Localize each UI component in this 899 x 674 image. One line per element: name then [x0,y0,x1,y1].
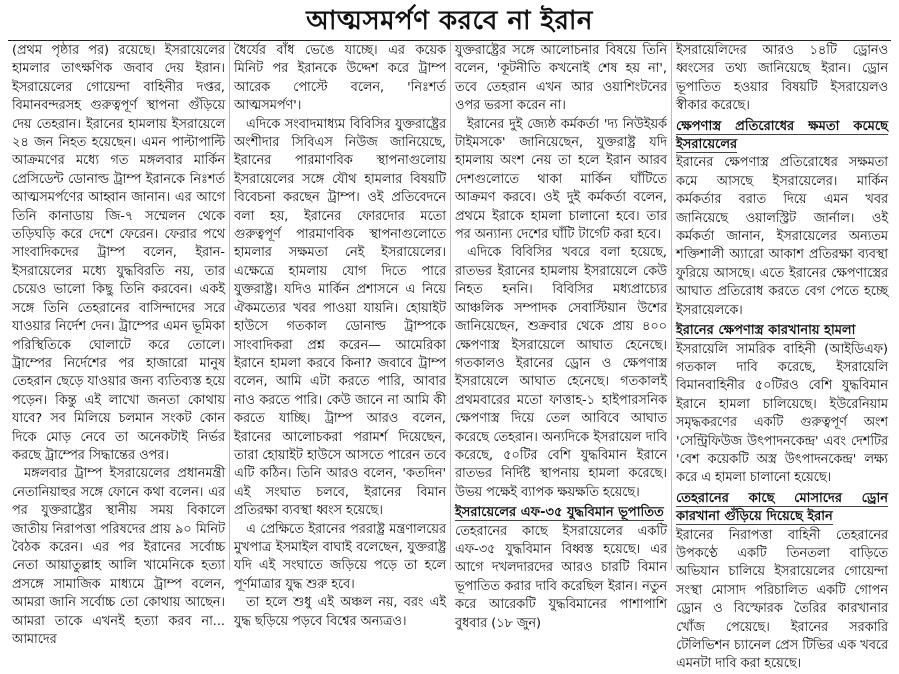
paragraph: এদিকে বিবিসির খবরে বলা হয়েছে, রাতভর ইরানের হামলায় ইসরায়েলে কেউ নিহত হননি। বিবিসির মধ্যপ্রাচ্যের আঞ্চলিক সম্পাদক সেবাস্টিয়ান উশের জানিয়েছেন, শুক্রবার থেকে প্রায় ৪০০ ক্ষেপণাস্ত্র ইসরায়েলে আঘাত হেনেছে। গতকালও ইরানের ড্রোন ও ক্ষেপণাস্ত্র ইসরায়েলে আঘাত হেনেছে। গতকালই প্রথমবারের মতো ফাত্তাহ-১ হাইপারসনিক ক্ষেপণাস্ত্র দিয়ে তেল আবিবে আঘাত করেছে তেহরান। অন্যদিকে ইসরায়েল দাবি করেছে, ৫০টির বেশি যুদ্ধবিমান ইরানে রাতভর নির্দিষ্ট স্থাপনায় হামলা করেছে। উভয় পক্ষেই ব্যাপক ক্ষয়ক্ষতি হয়েছে। [455,245,667,500]
paragraph: ইসরায়েলিদের আরও ১৪টি ড্রোনও ধ্বংসের তথ্য জানিয়েছে ইরান। ড্রোন ভূপাতিত হওয়ার বিষয়টি ইসরায়েলও স্বীকার করেছে। [676,43,888,114]
paragraph: (প্রথম পৃষ্ঠার পর) রয়েছে। ইসরায়েলের হামলার তাৎক্ষণিক জবাব দেয় ইরান। ইসরায়েলের গোয়েন্দা বাহিনীর দপ্তর, বিমানবন্দরসহ গুরুত্বপূর্ণ স্থাপনা গুঁড়িয়ে দেয় তেহরান। ইরানের হামলায় ইসরায়েলে ২৪ জন নিহত হয়েছেন। এমন পাল্টাপাল্টি আক্রমণের মধ্যে গত মঙ্গলবার মার্কিন প্রেসিডেন্ট ডোনাল্ড ট্রাম্প ইরানকে নিঃশর্ত আত্মসমর্পণের আহ্বান জানান। এর আগে তিনি কানাডায় জি-৭ সম্মেলন থেকে তড়িঘড়ি করে দেশে ফেরেন। ফেরার পথে সাংবাদিকদের ট্রাম্প বলেন, ইরান-ইসরায়েলের মধ্যে যুদ্ধবিরতি নয়, তার চেয়েও ভালো কিছু তিনি করবেন। একই সঙ্গে তিনি তেহরানের বাসিন্দাদের সরে যাওয়ার নির্দেশ দেন। ট্রাম্পের এমন ভূমিকা পরিস্থিতিকে ঘোলাটে করে তোলে। ট্রাম্পের নির্দেশের পর হাজারো মানুষ তেহরান ছেড়ে যাওয়ার জন্য ব্যতিব্যস্ত হয়ে পড়েন। কিন্তু এই লাখো জনতা কোথায় যাবে? সব মিলিয়ে চলমান সংকট কোন দিকে মোড় নেবে তা অনেকটাই নির্ভর করছে ট্রাম্পের সিদ্ধান্তের ওপর। [12,43,225,463]
article-column-4 [671,42,892,672]
paragraph: যুক্তরাষ্ট্রের সঙ্গে আলোচনার বিষয়ে তিনি বলেন, 'কূটনীতি কখনোই শেষ হয় না', তবে তেহরান এখন আর ওয়াশিংটনের ওপর ভরসা করেন না। [455,43,667,114]
article-headline: আত্মসমর্পণ করবে না ইরান [306,6,593,36]
subheading: তেহরানের কাছে মোসাদের ড্রোন কারখানা গুঁড়িয়ে দিয়েছে ইরান [676,490,888,525]
paragraph: ইরানের ক্ষেপণাস্ত্র প্রতিরোধের সক্ষমতা কমে আসছে ইসরায়েলের। মার্কিন কর্মকর্তার বরাত দিয়ে এমন খবর জানিয়েছে ওয়ালস্ট্রিট জার্নাল। ওই কর্মকর্তা জানান, ইসরায়েলের অন্যতম শক্তিশালী অ্যারো আকাশ প্রতিরক্ষা ব্যবস্থা ফুরিয়ে আসছে। এতে ইরানের ক্ষেপণাস্ত্রের আঘাত প্রতিরোধ করতে বেগ পেতে হচ্ছে ইসরায়েলকে। [676,155,888,318]
paragraph: ধৈর্যের বাঁধ ভেঙে যাচ্ছে। এর কয়েক মিনিট পর ইরানকে উদ্দেশ করে ট্রাম্প আরেক পোস্টে বলেন, 'নিঃশর্ত আত্মসমর্পণ'। [234,43,446,114]
subheading-wrap [676,322,888,340]
article-columns [8,42,893,672]
subheading-wrap [676,118,888,155]
paragraph: এদিকে সংবাদমাধ্যম বিবিসির যুক্তরাষ্ট্রের অংশীদার সিবিএস নিউজ জানিয়েছে, ইরানের পারমাণবিক স্থাপনাগুলোয় ইসরায়েলের সঙ্গে যৌথ হামলার বিষয়টি বিবেচনা করছেন ট্রাম্প। ওই প্রতিবেদনে বলা হয়, ইরানের ফোরদোর মতো গুরুত্বপূর্ণ পারমাণবিক স্থাপনাগুলোতে হামলার সক্ষমতা নেই ইসরায়েলের। এক্ষেত্রে হামলায় যোগ দিতে পারে যুক্তরাষ্ট্র। যদিও মার্কিন প্রশাসনে এ নিয়ে ঐকমত্যের খবর পাওয়া যায়নি। হোয়াইট হাউসে গতকাল ডোনাল্ড ট্রাম্পকে সাংবাদিকরা প্রশ্ন করেন— আমেরিকা ইরানে হামলা করবে কিনা? জবাবে ট্রাম্প বলেন, আমি এটা করতে পারি, আবার নাও করতে পারি। কেউ জানে না আমি কী করতে যাচ্ছি। ট্রাম্প আরও বলেন, ইরানের আলোচকরা পরামর্শ দিয়েছেন, তারা হোয়াইট হাউসে আসতে পারেন তবে এটি কঠিন। তিনি আরও বলেন, 'কতদিন' এই সংঘাত চলবে, ইরানের বিমান প্রতিরক্ষা ব্যবস্থা ধ্বংস হয়েছে। [234,116,446,519]
article-column-3 [450,42,671,631]
paragraph: তেহরানের কাছে ইসরায়েলের একটি এফ-৩৫ যুদ্ধবিমান বিধ্বস্ত হয়েছে। এর আগে দখলদারদের আরও চারটি বিমান ভূপাতিত করার দাবি করেছিল ইরান। নতুন করে আরেকটি যুদ্ধবিমানের পাশাপাশি বুধবার (১৮ জুন) [455,523,667,631]
article-column-1 [8,42,229,647]
paragraph: এ প্রেক্ষিতে ইরানের পররাষ্ট্র মন্ত্রণালয়ের মুখপাত্র ইসমাইল বাঘাই বলেছেন, যুক্তরাষ্ট্র যদি এই সংঘাতে জড়িয়ে পড়ে তা হলে পূর্ণমাত্রার যুদ্ধ শুরু হবে। [234,521,446,592]
subheading: ইসরায়েলের এফ-৩৫ যুদ্ধবিমান ভূপাতিত [455,505,664,521]
subheading-wrap [676,490,888,527]
subheading: ক্ষেপণাস্ত্র প্রতিরোধের ক্ষমতা কমেছে ইসরায়েলের [676,118,888,153]
paragraph: ইরানের দুই জ্যেষ্ঠ কর্মকর্তা 'দ্য নিউইয়র্ক টাইমসকে' জানিয়েছেন, যুক্তরাষ্ট্র যদি হামলায় অংশ নেয় তা হলে ইরান আরব দেশগুলোতে থাকা মার্কিন ঘাঁটিতে আক্রমণ করবে। ওই দুই কর্মকর্তা বলেন, প্রথমে ইরাকে হামলা চালানো হবে। তার পর অন্যান্য দেশের ঘাঁটি টার্গেট করা হবে। [455,116,667,243]
paragraph: মঙ্গলবার ট্রাম্প ইসরায়েলের প্রধানমন্ত্রী নেতানিয়াহুর সঙ্গে ফোনে কথা বলেন। এর পর যুক্তরাষ্ট্রের স্থানীয় সময় বিকালে জাতীয় নিরাপত্তা পরিষদের প্রায় ৯০ মিনিট বৈঠক করেন। এর পর ইরানের সর্বোচ্চ নেতা আয়াতুল্লাহ আলি খামেনিকে হত্যা প্রসঙ্গে সামাজিক মাধ্যমে ট্রাম্প বলেন, আমরা জানি সর্বোচ্চ তো কোথায় আছেন। আমরা তাকে এখনই হত্যা করব না... আমাদের [12,466,225,647]
article-column-2 [229,42,450,629]
paragraph: তা হলে শুধু এই অঞ্চল নয়, বরং এই যুদ্ধ ছড়িয়ে পড়বে বিশ্বের অন্যত্রও। [234,595,446,629]
paragraph: ইরানের নিরাপত্তা বাহিনী তেহরানের উপকণ্ঠে একটি তিনতলা বাড়িতে অভিযান চালিয়ে ইসরায়েলের গোয়েন্দা সংস্থা মোসাদ পরিচালিত একটি গোপন ড্রোন ও বিস্ফোরক তৈরির কারখানার খোঁজ পেয়েছে। ইরানের সরকারি টেলিভিশন চ্যানেল প্রেস টিভির এক খবরে এমনটা দাবি করা হয়েছে। [676,527,888,672]
subheading: ইরানের ক্ষেপণাস্ত্র কারখানায় হামলা [676,323,856,339]
subheading-wrap [455,504,667,522]
headline-rule [8,40,891,41]
paragraph: ইসরায়েলি সামরিক বাহিনী (আইডিএফ) গতকাল দাবি করেছে, ইসরায়েলি বিমানবাহিনীর ৫০টিরও বেশি যুদ্ধবিমান ইরানে হামলা চালিয়েছে। ইউরেনিয়াম সমৃদ্ধকরণের একটি গুরুত্বপূর্ণ অংশ 'সেন্ট্রিফিউজ উৎপাদনকেন্দ্র' এবং দেশটির 'বেশ কয়েকটি অস্ত্র উৎপাদনকেন্দ্র' লক্ষ্য করে এ হামলা চালানো হয়েছে। [676,341,888,486]
